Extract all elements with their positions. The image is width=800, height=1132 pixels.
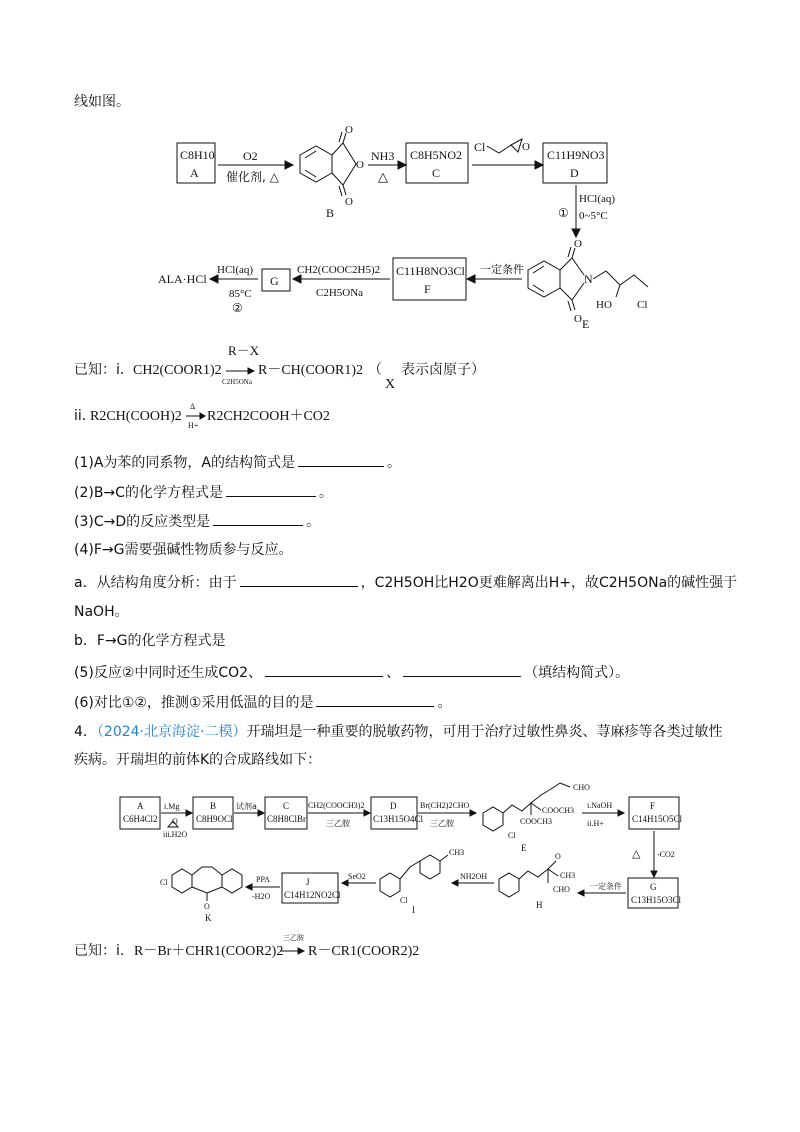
- s2-j-label: J: [306, 877, 310, 887]
- temp-85: 85°C: [229, 288, 252, 300]
- s2-reagent-a: 试剂a: [236, 802, 257, 811]
- known2-reactants: R－Br＋CHR1(COOR2)2: [134, 944, 284, 959]
- known2-lead: 已知：i.: [74, 943, 125, 959]
- s2-seo2: SeO2: [348, 872, 366, 881]
- known2-base: 三乙胺: [283, 934, 304, 942]
- s2-malonate: CH2(COOCH3)2: [308, 801, 365, 810]
- reagent-hcl-aq-2: HCl(aq): [217, 264, 254, 276]
- e-ho: HO: [596, 299, 612, 311]
- s2-a-label: A: [137, 801, 144, 811]
- answer-blank-1[interactable]: [298, 452, 384, 467]
- question-4a: [74, 572, 737, 593]
- question-6-end: 。: [437, 695, 452, 711]
- s2-d-label: D: [390, 801, 397, 811]
- s2-condition: 一定条件: [590, 882, 622, 891]
- known-ii-reactant: R2CH(COOH)2: [90, 409, 182, 424]
- s2-base1: 三乙胺: [326, 819, 350, 828]
- s2-base2: 三乙胺: [430, 819, 454, 828]
- known-ii-product: R2CH2COOH＋CO2: [207, 409, 330, 424]
- e-n-atom: N: [584, 272, 593, 286]
- s2-nh2oh: NH2OH: [460, 872, 488, 881]
- s2-j-formula: C14H12NO2Cl: [284, 890, 341, 900]
- problem-4-text-1: 开瑞坦是一种重要的脱敏药物，可用于治疗过敏性鼻炎、荨麻疹等各类过敏性: [246, 724, 723, 740]
- s2-i-structure: [380, 855, 448, 897]
- question-4: (4)F→G需要强碱性物质参与反应。: [74, 542, 293, 558]
- s2-i-label: I: [412, 905, 415, 915]
- question-4a-start: a．从结构角度分析：由于: [74, 575, 237, 591]
- catalyst-label: 催化剂, △: [226, 170, 279, 184]
- answer-blank-6[interactable]: [316, 692, 434, 707]
- known-ii-delta: Δ: [190, 402, 196, 411]
- s2-hplus: ii.H+: [587, 819, 604, 828]
- s2-k-cl: Cl: [160, 878, 168, 887]
- s2-e-cl: Cl: [508, 831, 516, 840]
- s2-k-label: K: [205, 913, 212, 923]
- epoxide-cl: Cl: [474, 140, 486, 154]
- s2-h-ch3: CH3: [560, 871, 576, 880]
- problem-4-line-2: 疾病。开瑞坦的前体K的合成路线如下：: [74, 752, 322, 768]
- known-i-x: X: [385, 377, 396, 392]
- s2-k-o: O: [204, 902, 210, 911]
- s2-f-label: F: [650, 801, 656, 811]
- known-i-reactant: CH2(COOR1)2: [133, 363, 222, 378]
- question-3-end: 。: [306, 514, 321, 530]
- known2-product: R－CR1(COOR2)2: [308, 944, 420, 959]
- b-o-bottom: O: [345, 196, 353, 208]
- known-ii-number: ii．: [74, 408, 96, 424]
- question-2: [74, 482, 333, 503]
- s2-ppa: PPA: [256, 875, 270, 884]
- answer-blank-5b[interactable]: [403, 662, 521, 677]
- s2-delta: △: [632, 848, 641, 860]
- s2-a-formula: C6H4Cl2: [123, 814, 158, 824]
- e-o-top: O: [574, 238, 582, 250]
- problem-4-number: 4．: [74, 724, 97, 740]
- s2-g-label: G: [650, 882, 657, 892]
- question-5-end: （填结构简式）。: [524, 665, 630, 681]
- reagent-nh3: NH3: [371, 149, 395, 163]
- s2-g-formula: C13H15O3Cl: [631, 895, 682, 905]
- s2-naoh: i.NaOH: [587, 801, 613, 810]
- compound-f-label: F: [424, 282, 431, 296]
- s2-c-formula: C8H8ClBr: [267, 814, 307, 824]
- s2-minus-h2o: -H2O: [252, 892, 271, 901]
- compound-f-formula: C11H8NO3Cl: [396, 264, 465, 278]
- s2-k-structure: [172, 867, 242, 901]
- known-lead: 已知：: [74, 362, 116, 378]
- known-info-2: [0, 930, 800, 970]
- problem-4-line-1: [74, 722, 722, 742]
- low-temp: 0~5°C: [579, 210, 608, 222]
- s2-b-formula: C8H9OCl: [196, 814, 233, 824]
- synthesis-scheme-1: [0, 125, 800, 350]
- question-6: [74, 692, 451, 713]
- s2-e-cooch3a: COOCH3: [542, 806, 575, 815]
- known-info-block: [0, 340, 800, 430]
- heat-symbol: △: [378, 169, 388, 184]
- b-o-top: O: [345, 125, 353, 136]
- question-4a-mid: ，C2H5OH比H2O更难解离出H+，故C2H5ONa的碱性强于: [360, 575, 738, 591]
- answer-blank-4a[interactable]: [240, 572, 358, 587]
- s2-mg: i.Mg: [164, 802, 180, 811]
- reagent-ethoxide: C2H5ONa: [316, 287, 364, 299]
- question-4a-end: NaOH。: [74, 604, 129, 620]
- s2-f-formula: C14H15O5Cl: [632, 814, 683, 824]
- problem-4-source[interactable]: （2024·北京海淀·二模）: [96, 724, 247, 740]
- s2-h2o: iii.H2O: [163, 830, 188, 839]
- answer-blank-2[interactable]: [226, 482, 316, 497]
- compound-c-label: C: [432, 166, 441, 180]
- known-i-product: R－CH(COOR1)2: [258, 363, 364, 378]
- reagent-malonate: CH2(COOC2H5)2: [297, 264, 381, 276]
- step-2-mark: ②: [232, 301, 243, 315]
- s2-h-o: O: [555, 852, 561, 861]
- s2-i-cl: Cl: [400, 896, 408, 905]
- e-cl: Cl: [637, 299, 648, 311]
- question-1-text: (1)A为苯的同系物，A的结构简式是: [74, 455, 295, 471]
- question-5: [74, 662, 629, 683]
- reagent-o2: O2: [243, 149, 258, 163]
- question-3: [74, 511, 320, 532]
- synthesis-scheme-2: [0, 775, 800, 925]
- compound-a-formula: C8H10: [180, 148, 215, 162]
- s2-h-structure: [499, 861, 558, 897]
- question-3-text: (3)C→D的反应类型是: [74, 514, 211, 530]
- question-6-text: (6)对比①②，推测①采用低温的目的是: [74, 695, 314, 711]
- b-o-ring: O: [356, 159, 364, 171]
- intro-text: 线如图。: [74, 94, 130, 110]
- reagent-hcl-aq: HCl(aq): [579, 193, 616, 205]
- question-1-end: 。: [387, 455, 401, 471]
- s2-e-label: E: [521, 843, 527, 853]
- compound-a-label: A: [190, 166, 199, 180]
- answer-blank-3[interactable]: [213, 511, 303, 526]
- s2-epox-o: O: [172, 817, 178, 826]
- product-ala-hcl: ALA·HCl: [158, 272, 207, 286]
- question-5-start: (5)反应②中同时还生成CO2、: [74, 665, 263, 681]
- known-i-note: 表示卤原子）: [401, 362, 485, 378]
- compound-d-formula: C11H9NO3: [547, 148, 605, 162]
- question-2-text: (2)B→C的化学方程式是: [74, 485, 223, 501]
- s2-b-label: B: [210, 801, 217, 811]
- question-5-sep: 、: [386, 665, 401, 681]
- known-i-number: i．: [116, 362, 134, 378]
- compound-g-label: G: [270, 274, 279, 288]
- known-i-base: C2H5ONa: [222, 378, 252, 386]
- known-ii-h: H+: [188, 421, 199, 430]
- compound-b-structure: [300, 132, 356, 196]
- s2-h-label: H: [536, 900, 543, 910]
- e-o-bottom: O: [574, 313, 582, 325]
- s2-e-cho: CHO: [573, 783, 590, 792]
- compound-c-formula: C8H5NO2: [410, 148, 463, 162]
- compound-e-label: E: [582, 317, 590, 331]
- known-i-paren: （: [368, 362, 382, 378]
- compound-d-label: D: [570, 166, 579, 180]
- epichlorohydrin-structure: [487, 139, 522, 153]
- s2-bromide: Br(CH2)2CHO: [420, 801, 470, 810]
- s2-co2: -CO2: [657, 850, 675, 859]
- s2-c-label: C: [283, 801, 290, 811]
- s2-h-cho: CHO: [553, 885, 570, 894]
- question-2-end: 。: [318, 485, 333, 501]
- step-1-mark: ①: [558, 206, 569, 220]
- question-4b: b．F→G的化学方程式是: [74, 633, 226, 649]
- known-i-reagent: R－X: [228, 343, 260, 358]
- question-1: [74, 452, 401, 473]
- answer-blank-5a[interactable]: [265, 662, 383, 677]
- epoxide-o: O: [522, 141, 530, 153]
- s2-i-ch3: CH3: [449, 848, 465, 857]
- s2-d-formula: C13H15O4Cl: [373, 814, 424, 824]
- compound-b-label: B: [326, 206, 335, 220]
- condition-label: 一定条件: [480, 263, 524, 276]
- s2-e-cooch3b: COOCH3: [520, 817, 553, 826]
